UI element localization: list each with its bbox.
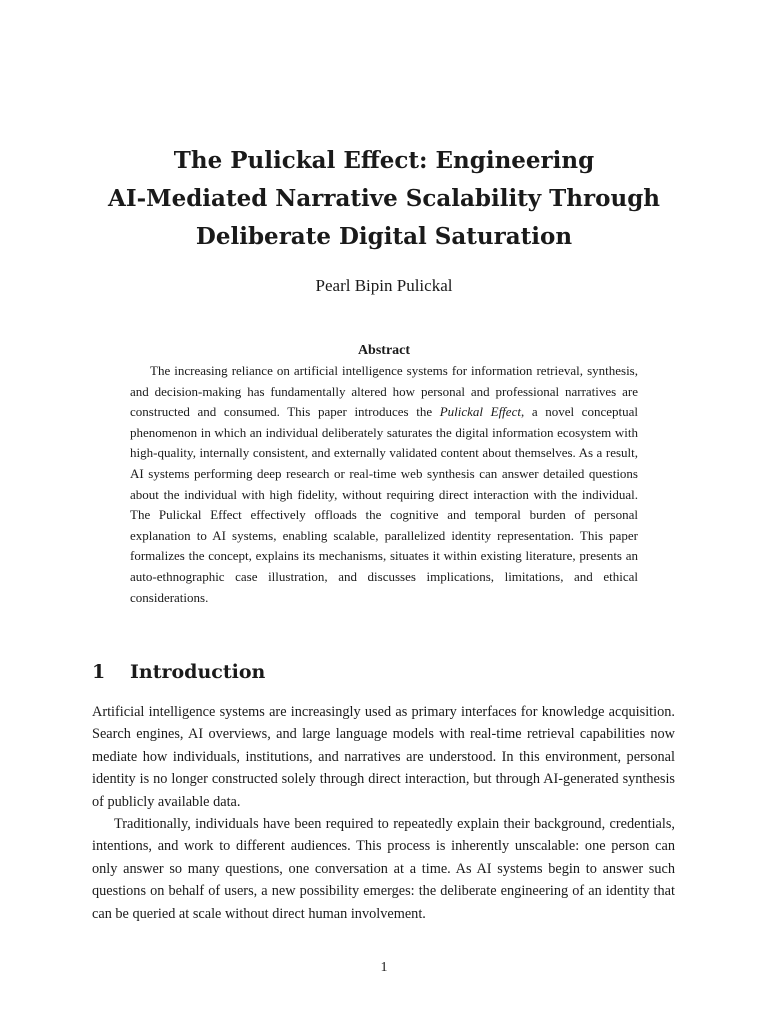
abstract-text-part-2: , a novel conceptual phenomenon in which an individual deliberately saturates the digital information ecosystem with high-quality, internally consistent, and externally validated content about themselves. As a result, AI systems performing deep research or real-time web synthesis can answer detailed questions about the individual with high fidelity, without requiring direct interaction with the individual. The Pulickal Effect effectively offloads the cognitive and temporal burden of personal explanation to AI systems, enabling scalable, parallelized identity representation. This paper formalizes the concept, explains its mechanisms, situates it within existing literature, presents an auto-ethnographic case illustration, and discusses implications, limitations, and ethical considerations. (130, 404, 638, 605)
intro-paragraph-1: Artificial intelligence systems are increasingly used as primary interfaces for knowledge acquisition. Search engines, AI overviews, and large language models with real-time retrieval capabilities now mediate how individuals, institutions, and narratives are understood. In this environment, personal identity is no longer constructed solely through direct interaction, but through AI-generated synthesis of publicly available data. (92, 704, 675, 810)
paper-title (60, 142, 708, 256)
title-line-2: AI-Mediated Narrative Scalability Through (107, 185, 660, 212)
introduction-body (92, 701, 675, 925)
author-name: Pearl Bipin Pulickal (315, 276, 453, 295)
section-title: Introduction (130, 661, 266, 683)
intro-paragraph-2: Traditionally, individuals have been required to repeatedly explain their background, credentials, intentions, and work to different audiences. This process is inherently unscalable: one person can only answer so many questions, one conversation at a time. As AI systems begin to answer such questions on behalf of users, a new possibility emerges: the deliberate engineering of an identity that can be queried at scale without direct human involvement. (92, 816, 675, 922)
abstract-text-part-1: The increasing reliance on artificial intelligence systems for information retrieval, synthesis, and decision-making has fundamentally altered how personal and professional narratives are constructed and consumed. This paper introduces the (130, 363, 638, 420)
title-line-3: Deliberate Digital Saturation (195, 223, 573, 250)
abstract-body (130, 361, 638, 608)
section-number: 1 (92, 661, 106, 683)
abstract-heading: Abstract (357, 343, 411, 358)
section-heading-introduction (92, 658, 265, 686)
abstract-term: Pulickal Effect (439, 404, 521, 420)
title-line-1: The Pulickal Effect: Engineering (173, 147, 595, 174)
page-number: 1 (380, 960, 388, 975)
